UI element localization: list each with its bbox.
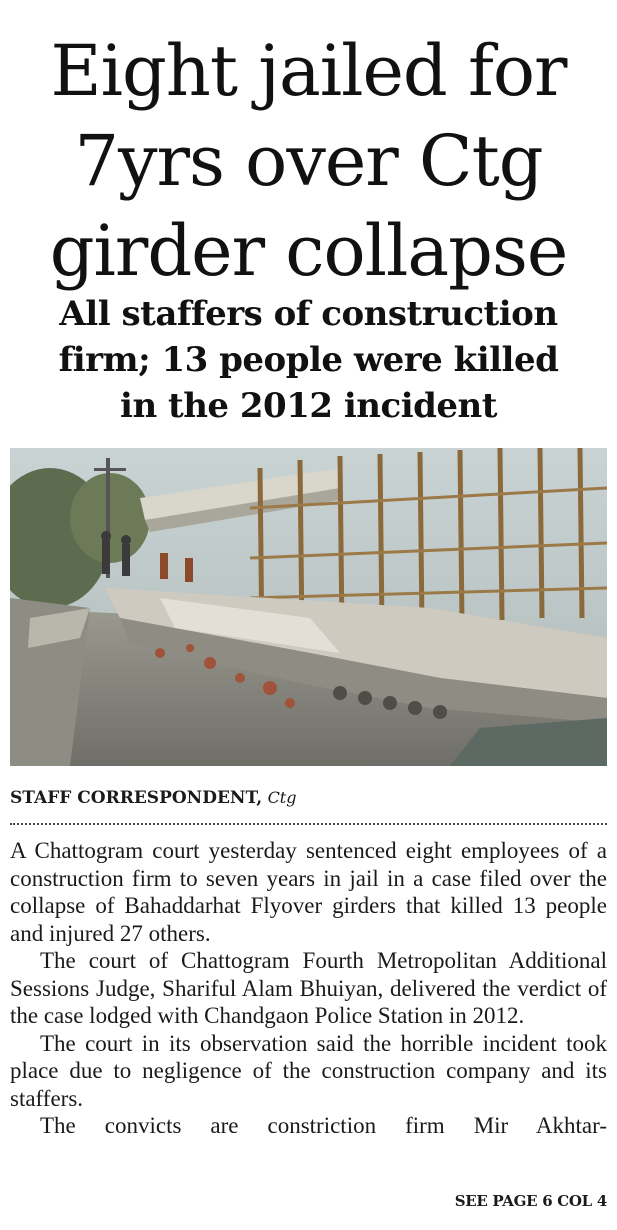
article-body [10, 837, 607, 1140]
byline-name: STAFF CORRESPONDENT, [10, 788, 263, 808]
paragraph-4: The convicts are constriction firm Mir Akhtar- [40, 1113, 607, 1138]
subhead-line-3: in the 2012 incident [120, 386, 497, 426]
dotted-divider [10, 823, 607, 825]
continued-on-page-link[interactable]: SEE PAGE 6 COL 4 [454, 1192, 607, 1210]
paragraph-2: The court of Chattogram Fourth Metropolitan Additional Sessions Judge, Shariful Alam Bhuiyan, delivered the verdict of the case lodged with Chandgaon Police Station in 2012. [10, 948, 607, 1028]
byline-place: Ctg [267, 788, 297, 807]
subheadline [0, 291, 617, 429]
headline-line-1: Eight jailed for [50, 30, 567, 112]
headline-line-2: 7yrs over Ctg [74, 120, 543, 202]
paragraph-1: A Chattogram court yesterday sentenced eight employees of a construction firm to seven years in jail in a case filed over the collapse of Bahaddarhat Flyover girders that killed 13 people and injured 27 others. [10, 838, 607, 946]
byline [10, 786, 607, 810]
headline-line-3: girder collapse [49, 210, 568, 292]
subhead-line-2: firm; 13 people were killed [58, 340, 559, 380]
subhead-line-1: All staffers of construction [59, 294, 558, 334]
headline [0, 26, 617, 296]
paragraph-3: The court in its observation said the horrible incident took place due to negligence of the construction company and its staffers. [10, 1030, 607, 1111]
collapsed-girder-photo [10, 448, 607, 766]
